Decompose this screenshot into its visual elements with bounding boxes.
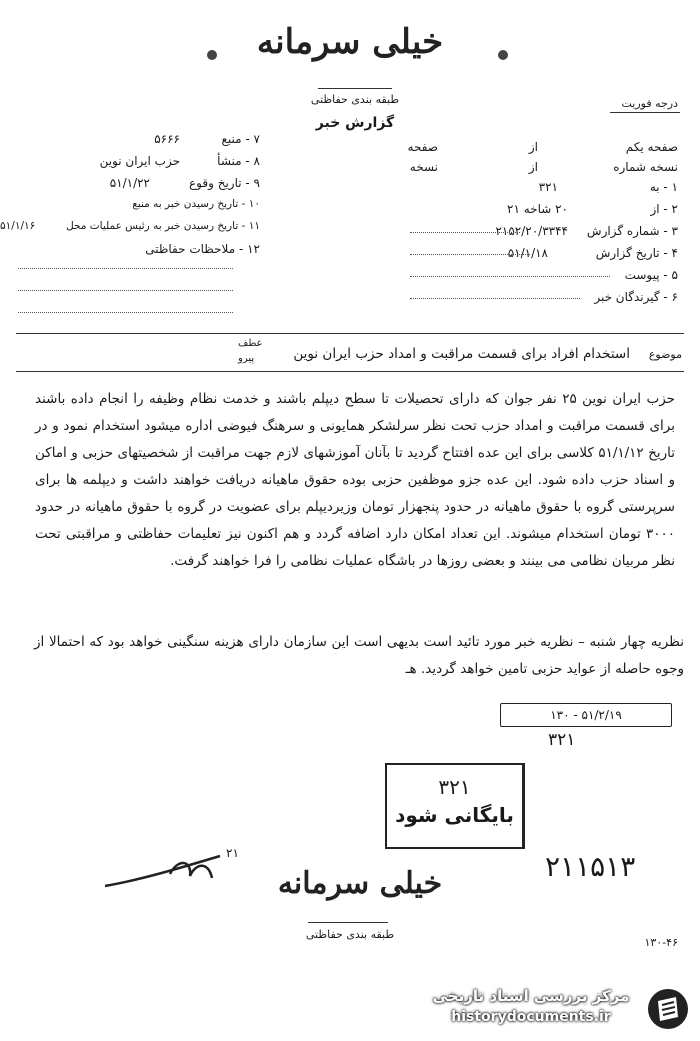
field-label: نسخه شماره — [613, 160, 678, 174]
subject-label: موضوع — [648, 348, 682, 361]
field-row — [0, 220, 260, 242]
field-underline — [18, 290, 233, 291]
field-label: ۱۱ - تاریخ رسیدن خبر به رئیس عملیات محل — [66, 220, 260, 232]
field-row — [393, 140, 678, 160]
field-underline — [410, 232, 520, 233]
field-underline — [410, 298, 580, 299]
field-underline — [18, 268, 233, 269]
field-label: ۵ - پیوست — [624, 268, 678, 282]
classification-stamp-bottom: خیلی سرمانه — [277, 866, 443, 901]
classification-caption-bottom: طبقه بندی حفاظتی — [305, 928, 395, 941]
left-fields-block — [0, 132, 260, 264]
field-row — [5, 242, 260, 264]
field-row — [393, 224, 678, 246]
priority-label: درجه فوریت — [621, 97, 678, 110]
field-value: ۵۱/۱/۱۶ — [0, 220, 36, 232]
section-divider — [16, 333, 684, 334]
report-title: گزارش خبر — [315, 115, 395, 131]
form-code: ۱۳۰-۴۶ — [644, 936, 678, 949]
field-label: ۶ - گیرندگان خبر — [594, 290, 678, 304]
punch-hole-icon — [207, 50, 217, 60]
watermark-url: historydocuments.ir — [451, 1009, 611, 1025]
field-label: ۱ - به — [649, 180, 678, 194]
classification-caption-top: طبقه بندی حفاظتی — [310, 93, 400, 106]
punch-hole-icon — [498, 50, 508, 60]
field-row — [393, 246, 678, 268]
watermark — [420, 985, 690, 1035]
divider — [308, 922, 388, 923]
field-label: ۳ - شماره گزارش — [586, 224, 678, 238]
field-label: ۹ - تاریخ وقوع — [189, 176, 260, 190]
signature-number: ۲۱ — [226, 846, 239, 860]
body-paragraph-main: حزب ایران نوین ۲۵ نفر جوان که دارای تحصیلات تا سطح دیپلم باشند و خدمت نظام وظیفه را انجام داده باشند برای قسمت مراقبت و امداد حزب تحت نظر سرلشکر همایونی و سرهنگ فیوضی اداره میشود استخدام نمود و در تاریخ ۵۱/۱/۱۲ کلاسی برای این عده افتتاح گردید تا بآنان آموزشهای لازم جهت مراقبت از شخصیتهای حزبی و اماکن و اسناد حزب داده شود. این عده جزو موظفین حزبی بوده حقوق ماهیانه دریافت خواهند داشت و دیپلمه ها برای سرپرستی گروه با حقوق ماهیانه در حدود پنجهزار تومان وزیردیپلم برای عضویت در گروه با حقوق ماهیانه در حدود ۳۰۰۰ تومان استخدام میشوند. این تعداد امکان دارد اضافه گردد و هم اکنون نیز تعلیمات حفاظتی و مراقبتی تحت نظر مربیان نظامی می بینند و بعضی روزها در باشگاه عملیات نظامی را فرا خواهند گرفت. — [35, 391, 675, 569]
watermark-title: مرکز بررسی اسناد تاریخی — [432, 987, 630, 1005]
document-number: ۲۱۱۵۱۳ — [545, 850, 636, 883]
field-value: ۳۲۱ — [538, 180, 558, 194]
field-row — [5, 154, 260, 176]
field-row — [393, 290, 678, 312]
archive-logo-icon — [646, 987, 690, 1031]
field-row — [393, 160, 678, 180]
field-row — [393, 268, 678, 290]
field-row — [5, 176, 260, 198]
field-underline — [18, 312, 233, 313]
field-value: ۵۱/۱/۱۸ — [507, 246, 548, 260]
field-value: از — [528, 140, 538, 154]
subject-annotation-top: عطف — [238, 338, 263, 349]
divider — [610, 112, 680, 113]
archive-stamp — [385, 763, 525, 849]
field-value: ۵۶۶۶ — [154, 132, 180, 146]
field-row — [393, 180, 678, 202]
field-row — [393, 202, 678, 224]
section-divider — [16, 371, 684, 372]
field-suffix: صفحه — [407, 140, 438, 154]
field-value: از — [528, 160, 538, 174]
subject-text: استخدام افراد برای قسمت مراقبت و امداد حزب ایران نوین — [293, 346, 630, 362]
field-label: ۱۲ - ملاحظات حفاظتی — [145, 242, 260, 256]
field-label: ۱۰ - تاریخ رسیدن خبر به منبع — [132, 198, 260, 210]
field-label: ۲ - از — [650, 202, 678, 216]
subject-annotation-bottom: پیرو — [238, 353, 255, 364]
divider — [318, 88, 392, 89]
field-value: ۲۰ شاخه ۲۱ — [507, 202, 568, 216]
field-underline — [410, 276, 610, 277]
field-row — [5, 132, 260, 154]
field-value: ۲۱۵۲/۲۰/۳۳۴۴ — [495, 224, 568, 238]
field-value: حزب ایران نوین — [99, 154, 180, 168]
field-row — [5, 198, 260, 220]
archive-text: بایگانی شود — [395, 803, 514, 827]
handwritten-321: ۳۲۱ — [548, 730, 576, 750]
field-label: ۴ - تاریخ گزارش — [595, 246, 678, 260]
received-date-stamp: ۵۱/۲/۱۹ - ۱۳۰ — [500, 703, 672, 727]
field-value: ۵۱/۱/۲۲ — [109, 176, 150, 190]
right-fields-block — [393, 140, 678, 312]
field-label: ۸ - منشأ — [217, 154, 260, 168]
body-paragraph-opinion: نظریه چهار شنبه – نظریه خبر مورد تائید است بدیهی است این سازمان دارای هزینه سنگینی خواهد بود که احتمالا از وجوه حاصله از عواید حزبی تامین خواهد گردید. هـ — [34, 634, 684, 677]
field-label: ۷ - منبع — [221, 132, 260, 146]
archive-number: ۳۲۱ — [438, 775, 471, 799]
classification-stamp-top: خیلی سرمانه — [256, 22, 444, 62]
field-suffix: نسخه — [409, 160, 438, 174]
field-label: صفحه یکم — [625, 140, 678, 154]
field-underline — [410, 254, 530, 255]
